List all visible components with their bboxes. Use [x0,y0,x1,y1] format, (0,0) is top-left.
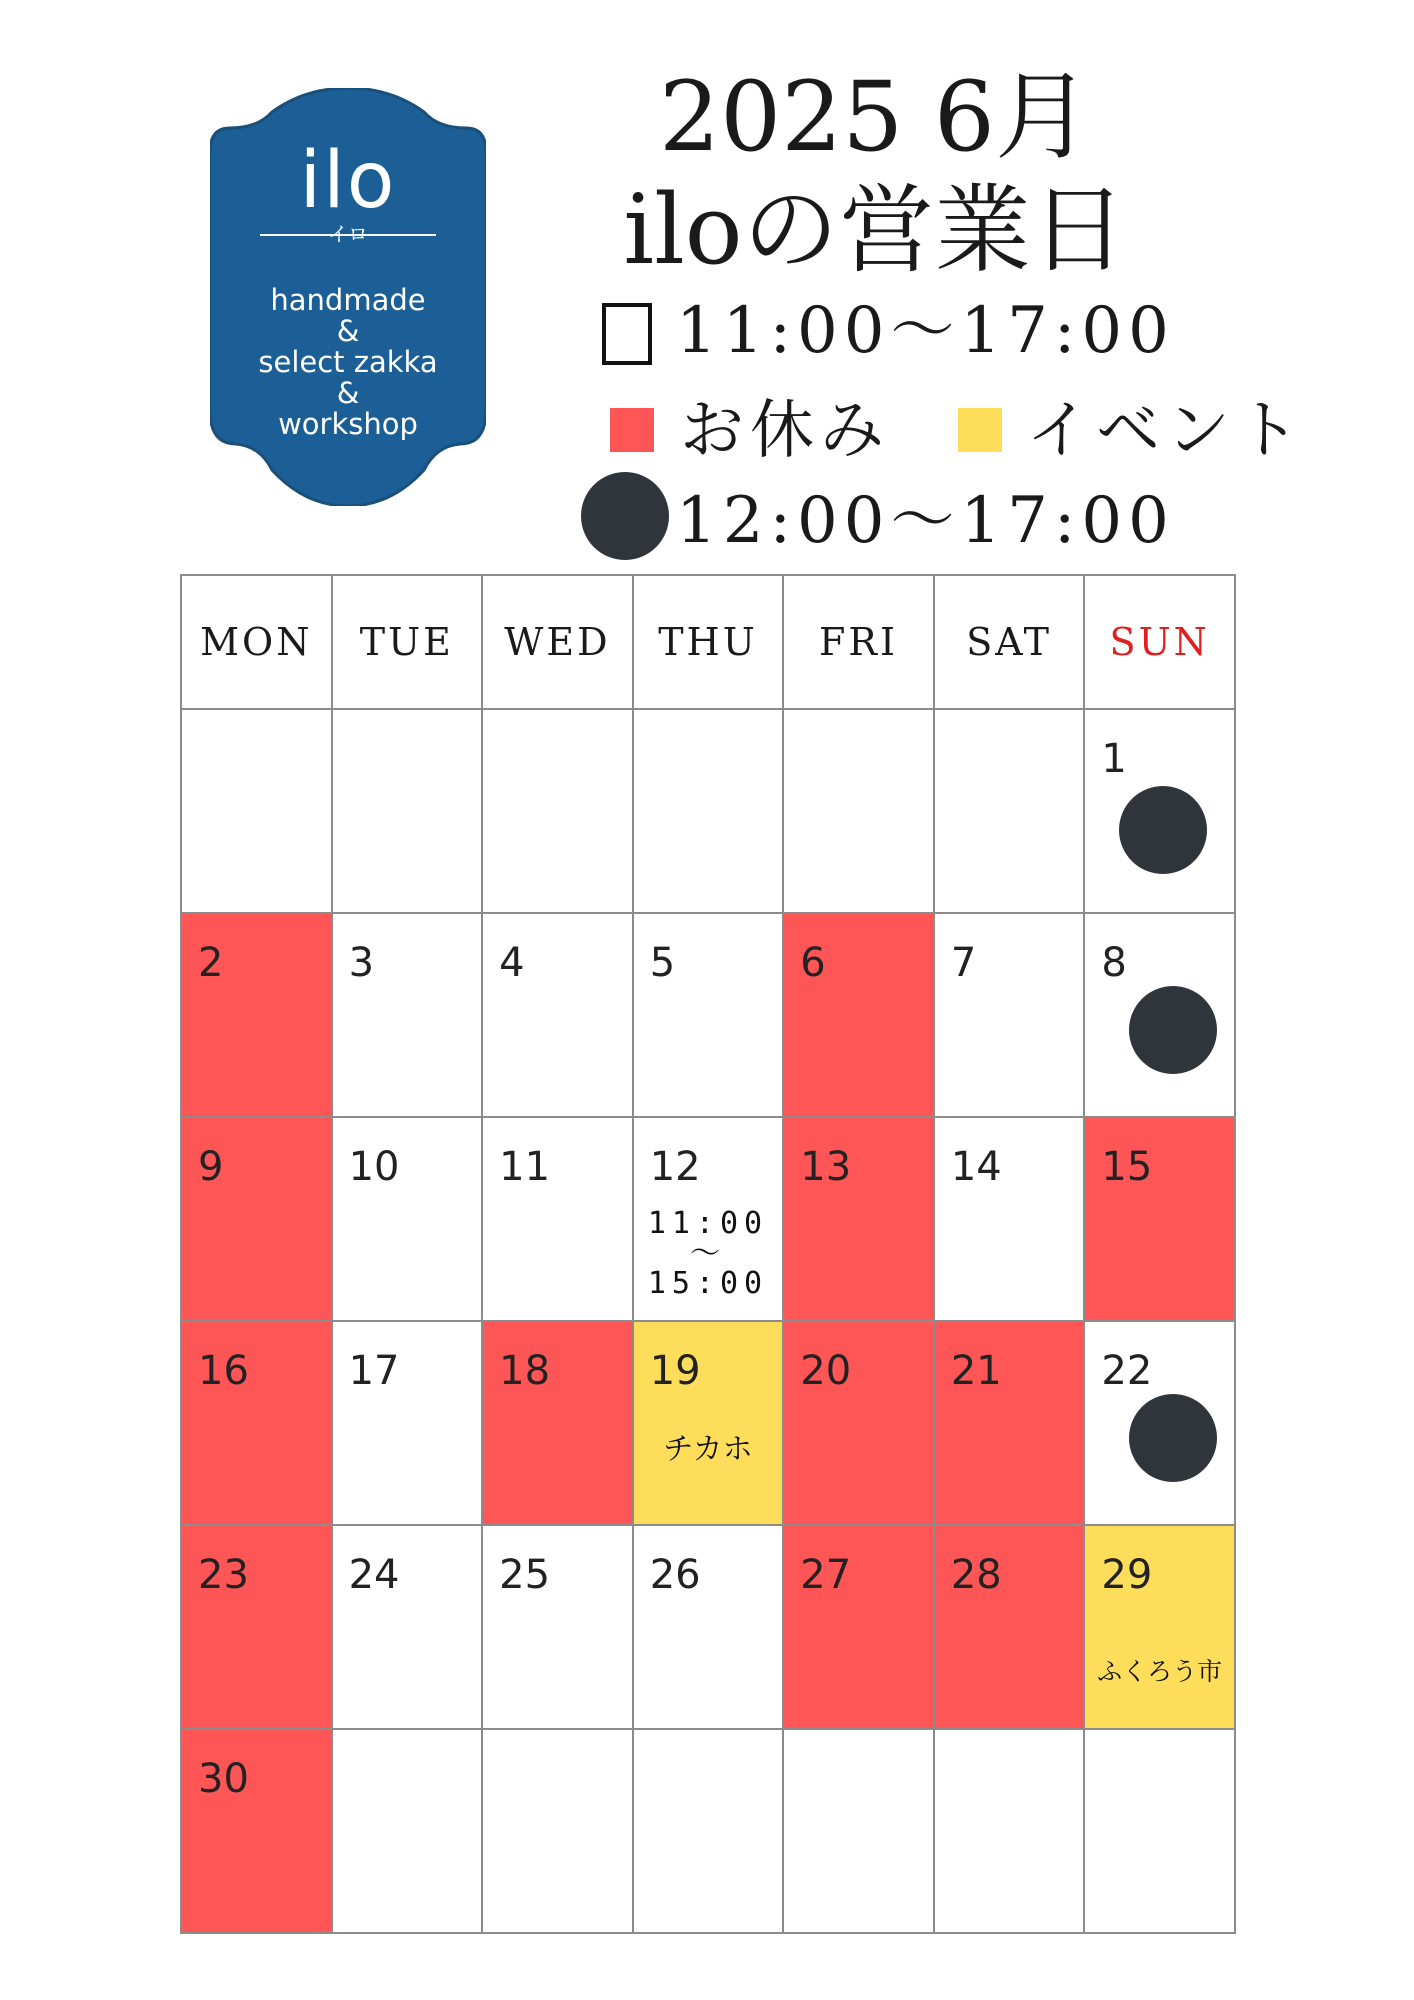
calendar-empty-cell [783,709,934,913]
calendar-day-cell [482,1117,633,1321]
day-number: 21 [950,1348,1002,1394]
weekday-wed: WED [482,575,633,709]
event-note: ふくろう市 [1097,1657,1223,1686]
sunday-hours-dot-icon [1129,986,1217,1074]
day-number: 23 [198,1552,249,1598]
calendar-day-cell [783,913,934,1117]
sunday-hours-dot-icon [1119,786,1207,874]
calendar-week-row [181,1729,1235,1933]
day-number: 15 [1101,1144,1153,1190]
day-number: 1 [1101,736,1127,782]
day-number: 2 [198,940,224,986]
weekday-mon: MON [181,575,332,709]
day-number: 13 [800,1144,852,1190]
calendar-week-row [181,913,1235,1117]
calendar-empty-cell [783,1729,934,1933]
calendar-day-cell [633,1525,784,1729]
calendar-week-row [181,1525,1235,1729]
calendar-day-cell [332,1117,483,1321]
day-number: 17 [348,1348,400,1394]
calendar-day-cell [181,1321,332,1525]
calendar-day-cell [934,1525,1085,1729]
day-number: 10 [348,1144,400,1190]
logo-tagline-2: & [336,314,360,348]
calendar-day-cell [934,1117,1085,1321]
day-number: 6 [800,940,826,986]
calendar-empty-cell [1084,1729,1235,1933]
day-number: 9 [198,1144,224,1190]
day-number: 3 [348,940,375,986]
day-number: 30 [198,1756,249,1802]
event-note: チカホ [663,1432,753,1467]
special-hours-text: 11:00 [647,1206,769,1241]
weekday-header-row [181,575,1235,709]
calendar-day-cell [181,1117,332,1321]
logo-brand: ilo [299,136,397,226]
day-number: 22 [1101,1348,1153,1394]
calendar-empty-cell [633,1729,784,1933]
day-number: 5 [649,940,676,986]
calendar-day-cell [934,913,1085,1117]
calendar-empty-cell [332,1729,483,1933]
calendar-day-cell [633,913,784,1117]
calendar-empty-cell [633,709,784,913]
special-hours-text: 15:00 [647,1266,769,1301]
day-number: 14 [950,1144,1002,1190]
day-number: 7 [950,940,977,986]
day-number: 26 [649,1552,701,1598]
calendar-day-cell [1084,709,1235,913]
calendar-day-cell [633,1321,784,1525]
legend-event-swatch [958,408,1002,452]
calendar-day-cell [181,1729,332,1933]
calendar-empty-cell [934,709,1085,913]
day-number: 11 [499,1144,551,1190]
weekday-sat: SAT [934,575,1085,709]
calendar-week-row [181,709,1235,913]
calendar-day-cell [783,1117,934,1321]
calendar-empty-cell [332,709,483,913]
calendar-empty-cell [181,709,332,913]
legend-sunday-hours: 12:00～17:00 [676,484,1175,558]
logo-tagline-5: workshop [278,407,418,441]
legend-regular-hours: 11:00～17:00 [676,294,1175,368]
weekday-fri: FRI [783,575,934,709]
page-title: iloの営業日 [623,174,1127,286]
calendar-day-cell [332,1525,483,1729]
day-number: 12 [649,1144,701,1190]
calendar-day-cell [332,1321,483,1525]
calendar-week-row [181,1117,1235,1321]
day-number: 29 [1101,1552,1153,1598]
calendar-empty-cell [934,1729,1085,1933]
weekday-thu: THU [633,575,784,709]
day-number: 19 [649,1348,701,1394]
logo-tagline-4: & [336,376,360,410]
calendar-body [181,709,1235,1933]
special-hours-text: ～ [689,1236,726,1271]
calendar-empty-cell [482,709,633,913]
calendar-empty-cell [482,1729,633,1933]
calendar-day-cell [332,913,483,1117]
calendar-day-cell [1084,1525,1235,1729]
calendar-day-cell [633,1117,784,1321]
calendar-day-cell [482,913,633,1117]
legend-holiday-swatch [610,408,654,452]
day-number: 16 [198,1348,249,1394]
calendar-day-cell [783,1525,934,1729]
calendar-day-cell [934,1321,1085,1525]
page-title-month: 2025 6月 [659,61,1091,173]
calendar-day-cell [181,913,332,1117]
shop-logo [210,88,486,506]
sunday-hours-dot-icon [1129,1394,1217,1482]
day-number: 28 [950,1552,1002,1598]
calendar-day-cell [181,1525,332,1729]
weekday-sun: SUN [1084,575,1235,709]
logo-tagline-3: select zakka [258,345,438,379]
calendar-day-cell [1084,1321,1235,1525]
legend-event-label: イベント [1026,394,1306,468]
day-number: 4 [499,940,525,986]
weekday-tue: TUE [332,575,483,709]
day-number: 25 [499,1552,551,1598]
legend-dot-icon [581,472,669,560]
calendar-day-cell [482,1321,633,1525]
day-number: 18 [499,1348,551,1394]
day-number: 8 [1101,940,1127,986]
calendar-day-cell [1084,1117,1235,1321]
legend-open-swatch [602,303,652,365]
calendar-grid [180,574,1236,1934]
day-number: 20 [800,1348,852,1394]
legend-holiday-label: お休み [680,394,890,468]
calendar-day-cell [482,1525,633,1729]
calendar-day-cell [783,1321,934,1525]
day-number: 27 [800,1552,852,1598]
logo-kana: -イロ- [320,222,376,246]
calendar-week-row [181,1321,1235,1525]
day-number: 24 [348,1552,400,1598]
logo-tagline-1: handmade [270,283,426,317]
calendar-day-cell [1084,913,1235,1117]
